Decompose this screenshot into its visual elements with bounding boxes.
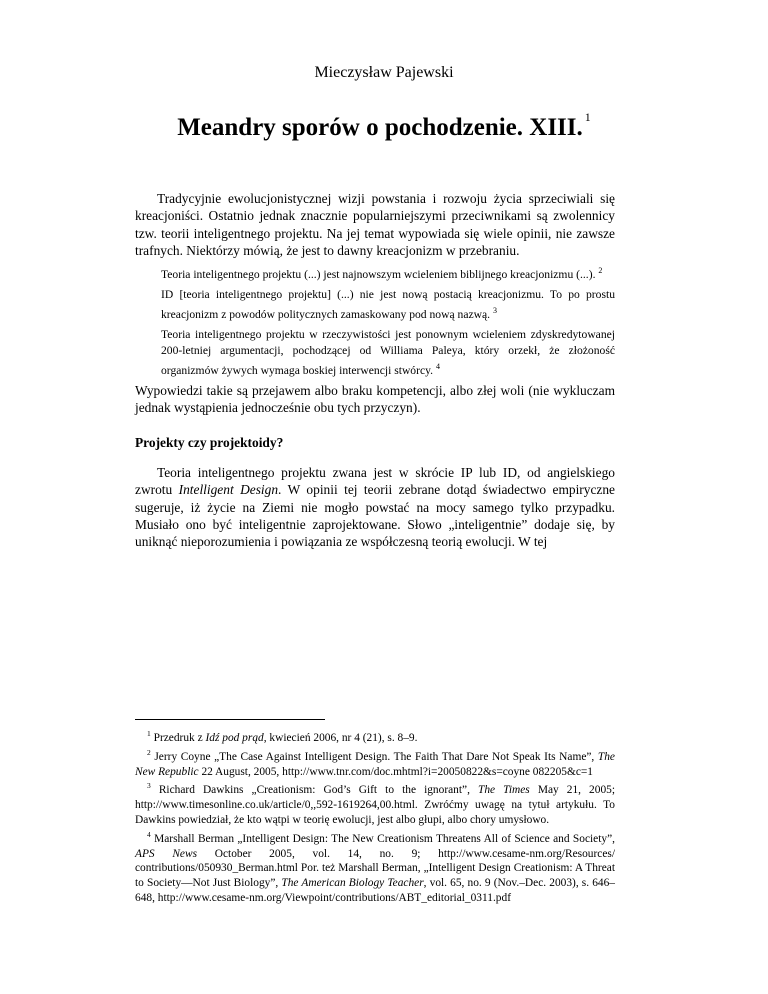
footnote-1	[135, 727, 615, 746]
section-text-italic: Intelligent Design	[178, 482, 279, 498]
footnote-mark: 2	[598, 265, 603, 275]
quote-2	[161, 287, 615, 323]
section-text: . W opinii tej teorii zebrane dotąd świadectwo empiryczne sugeruje, iż życie na Ziemi nie mogło powstać na mocy samego tylko przypadku. Musiało ono być inteligentnie zaprojektowane. Słowo „inteligentnie” dodaje się, by uniknąć nieporozumienia i powiązania ze współczesną teorią ewolucji. W tej	[135, 482, 615, 550]
footnote-italic: The American Biology Teacher	[281, 877, 424, 890]
footnote-text: Przedruk z	[153, 732, 206, 744]
article-body	[135, 190, 615, 551]
footnotes	[135, 727, 615, 906]
after-quotes-paragraph: Wypowiedzi takie są przejawem albo braku kompetencji, albo złej woli (nie wykluczam jednak wystąpienia jednocześnie obu tych przyczyn).	[135, 382, 615, 416]
footnote-4	[135, 828, 615, 906]
footnote-text: 22 August, 2005, http://www.tnr.com/doc.mhtml?i=20050822&s=coyne 082205&c=1	[198, 765, 593, 778]
quote-block	[135, 263, 615, 379]
title-footnote-mark: 1	[584, 110, 591, 124]
quote-text: ID [teoria inteligentnego projektu] (...) nie jest nową postacią kreacjonizmu. To po prostu kreacjonizm z powodów politycznych zamaskowany pod nową nazwą.	[161, 287, 615, 321]
footnote-mark: 3	[492, 305, 497, 315]
quote-text: Teoria inteligentnego projektu (...) jest najnowszym wcieleniem biblijnego kreacjonizmu (...).	[161, 267, 596, 281]
footnote-text: October 2005, vol. 14, no. 9; http://www.cesame-nm.org/Resources/ contributions/050930_Berman.html Por. też Marshall Berman, „Intelligent Design Creationism: A Threat to Society—Not Just Biology”,	[135, 847, 615, 890]
footnote-italic: The New Republic	[135, 750, 615, 778]
footnote-text: , kwiecień 2006, nr 4 (21), s. 8–9.	[263, 732, 418, 744]
footnote-text: May 21, 2005; http://www.timesonline.co.uk/article/0,,592-1619264,00.html. Zwróćmy uwagę na tytuł artykułu. To Dawkins powiedział, że kto wątpi w teorię ewolucji, jest albo głupi, albo chory umysłowo.	[135, 784, 616, 826]
intro-paragraph: Tradycyjnie ewolucjonistycznej wizji powstania i rozwoju życia sprzeciwiali się kreacjoniści. Ostatnio jednak znacznie popularniejszymi przeciwnikami są zwolennicy tzw. teorii inteligentnego projektu. Na jej temat wypowiada się wiele opinii, nie zawsze trafnych. Niektórzy mówią, że jest to dawny kreacjonizm w przebraniu.	[135, 191, 615, 259]
title-text: Meandry sporów o pochodzenie. XIII.	[177, 114, 583, 141]
footnote-italic: APS News	[135, 847, 198, 860]
footnote-text: Marshall Berman „Intelligent Design: The New Creationism Threatens All of Science and Society”,	[154, 832, 615, 845]
footnote-italic: Idź pod prąd	[205, 732, 264, 744]
footnote-3	[135, 779, 615, 827]
footnote-text: Jerry Coyne „The Case Against Intelligent Design. The Faith That Dare Not Speak Its Name”,	[154, 750, 598, 763]
quote-1	[161, 263, 615, 283]
article-title	[0, 110, 768, 142]
footnote-text: , vol. 65, no. 9 (Nov.–Dec. 2003), s. 646–648, http://www.cesame-nm.org/Viewpoint/contributions/ABT_editorial_0311.pdf	[135, 877, 615, 904]
footnote-number: 2	[147, 747, 151, 757]
section-paragraph	[135, 464, 615, 551]
footnote-number: 1	[147, 729, 151, 738]
footnote-text: Richard Dawkins „Creationism: God’s Gift to the ignorant”,	[158, 784, 478, 797]
footnote-number: 4	[147, 829, 151, 839]
section-heading: Projekty czy projektoidy?	[135, 435, 284, 451]
quote-3	[161, 327, 615, 379]
footnote-italic: The Times	[478, 784, 530, 797]
footnote-number: 3	[147, 781, 151, 791]
quote-text: Teoria inteligentnego projektu w rzeczywistości jest ponownym wcieleniem zdyskredytowanej 200-letniej argumentacji, pochodzącej od Williama Paleya, który orzekł, że złożoność organizmów żywych wymaga boskiej interwencji stwórcy.	[161, 327, 615, 377]
footnote-2	[135, 746, 615, 780]
author-name: Mieczysław Pajewski	[314, 64, 454, 81]
footnote-divider	[135, 719, 325, 720]
footnote-mark: 4	[435, 361, 440, 371]
section-text: Teoria inteligentnego projektu zwana jest w skrócie IP lub ID, od angielskiego zwrotu	[135, 464, 615, 498]
